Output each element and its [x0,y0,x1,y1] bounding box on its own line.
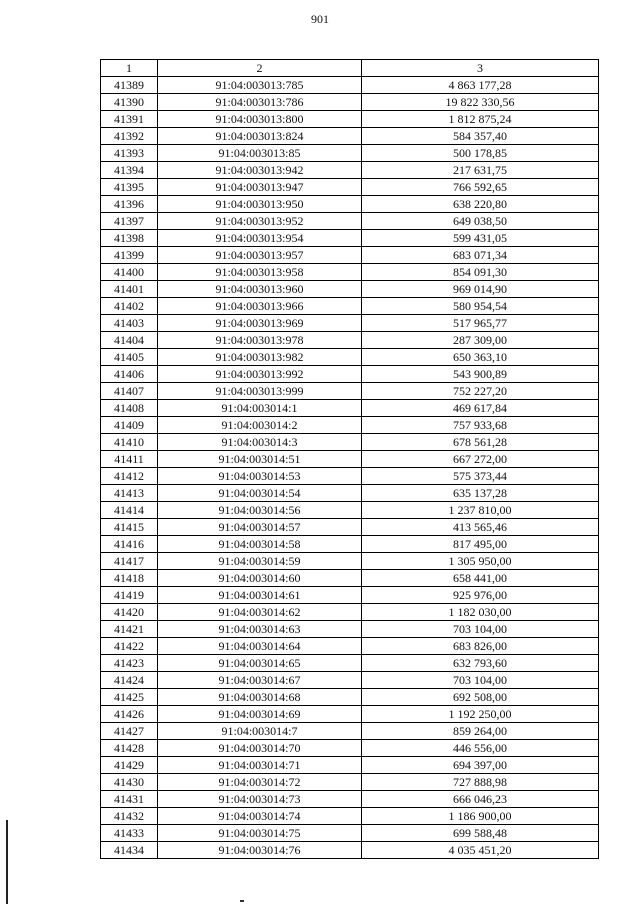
table-row [101,196,599,213]
cadastral-number-cell: 91:04:003014:73 [158,791,362,808]
table-row [101,315,599,332]
table-row [101,638,599,655]
cadastral-number-cell: 91:04:003014:51 [158,451,362,468]
table-row [101,570,599,587]
cadastral-value-cell: 1 237 810,00 [362,502,599,519]
table-row [101,417,599,434]
cadastral-number-cell: 91:04:003013:969 [158,315,362,332]
row-number-cell: 41392 [101,128,158,145]
cadastral-number-cell: 91:04:003013:824 [158,128,362,145]
row-number-cell: 41407 [101,383,158,400]
row-number-cell: 41417 [101,553,158,570]
table-row [101,230,599,247]
cadastral-number-cell: 91:04:003013:954 [158,230,362,247]
table-row [101,434,599,451]
row-number-cell: 41425 [101,689,158,706]
scan-mark [240,900,244,902]
row-number-cell: 41406 [101,366,158,383]
table-row [101,587,599,604]
cadastral-number-cell: 91:04:003013:85 [158,145,362,162]
table-row [101,145,599,162]
table-row [101,757,599,774]
table-row [101,842,599,859]
table-row [101,536,599,553]
table-row [101,247,599,264]
table-row [101,94,599,111]
cadastral-value-cell: 699 588,48 [362,825,599,842]
cadastral-value-cell: 757 933,68 [362,417,599,434]
row-number-cell: 41390 [101,94,158,111]
cadastral-number-cell: 91:04:003014:67 [158,672,362,689]
cadastral-value-cell: 1 186 900,00 [362,808,599,825]
cadastral-number-cell: 91:04:003014:1 [158,400,362,417]
table-row [101,706,599,723]
cadastral-value-cell: 925 976,00 [362,587,599,604]
table-row [101,162,599,179]
cadastral-value-cell: 678 561,28 [362,434,599,451]
cadastral-number-cell: 91:04:003014:57 [158,519,362,536]
cadastral-number-cell: 91:04:003013:999 [158,383,362,400]
cadastral-number-cell: 91:04:003014:53 [158,468,362,485]
cadastral-number-cell: 91:04:003014:59 [158,553,362,570]
cadastral-value-cell: 703 104,00 [362,672,599,689]
cadastral-value-cell: 500 178,85 [362,145,599,162]
row-number-cell: 41413 [101,485,158,502]
table-row [101,111,599,128]
row-number-cell: 41394 [101,162,158,179]
cadastral-number-cell: 91:04:003014:75 [158,825,362,842]
row-number-cell: 41401 [101,281,158,298]
cadastral-number-cell: 91:04:003014:68 [158,689,362,706]
row-number-cell: 41402 [101,298,158,315]
row-number-cell: 41397 [101,213,158,230]
cadastral-value-cell: 683 071,34 [362,247,599,264]
table-row [101,264,599,281]
row-number-cell: 41389 [101,77,158,94]
table-row [101,553,599,570]
page-number: 901 [311,12,329,26]
table-row [101,485,599,502]
cadastral-value-cell: 517 965,77 [362,315,599,332]
header-row [101,60,599,77]
row-number-cell: 41427 [101,723,158,740]
row-number-cell: 41414 [101,502,158,519]
row-number-cell: 41395 [101,179,158,196]
cadastral-number-cell: 91:04:003014:69 [158,706,362,723]
cadastral-number-cell: 91:04:003014:56 [158,502,362,519]
column-header-3: 3 [362,60,599,77]
row-number-cell: 41434 [101,842,158,859]
cadastral-value-cell: 469 617,84 [362,400,599,417]
cadastral-number-cell: 91:04:003013:966 [158,298,362,315]
table-row [101,672,599,689]
cadastral-number-cell: 91:04:003013:960 [158,281,362,298]
row-number-cell: 41409 [101,417,158,434]
row-number-cell: 41410 [101,434,158,451]
cadastral-value-cell: 635 137,28 [362,485,599,502]
row-number-cell: 41393 [101,145,158,162]
cadastral-number-cell: 91:04:003013:947 [158,179,362,196]
cadastral-value-cell: 667 272,00 [362,451,599,468]
table-row [101,349,599,366]
cadastral-number-cell: 91:04:003013:992 [158,366,362,383]
table-row [101,213,599,230]
table-row [101,366,599,383]
table-body [101,77,599,859]
cadastral-value-cell: 859 264,00 [362,723,599,740]
cadastral-value-cell: 1 812 875,24 [362,111,599,128]
table-row [101,774,599,791]
table-row [101,77,599,94]
row-number-cell: 41428 [101,740,158,757]
cadastral-value-cell: 1 305 950,00 [362,553,599,570]
row-number-cell: 41403 [101,315,158,332]
cadastral-number-cell: 91:04:003014:65 [158,655,362,672]
cadastral-number-cell: 91:04:003014:58 [158,536,362,553]
row-number-cell: 41420 [101,604,158,621]
row-number-cell: 41399 [101,247,158,264]
table-row [101,655,599,672]
cadastral-value-table [100,59,599,859]
cadastral-value-cell: 217 631,75 [362,162,599,179]
row-number-cell: 41396 [101,196,158,213]
row-number-cell: 41415 [101,519,158,536]
cadastral-value-cell: 854 091,30 [362,264,599,281]
cadastral-value-cell: 666 046,23 [362,791,599,808]
cadastral-number-cell: 91:04:003014:54 [158,485,362,502]
row-number-cell: 41405 [101,349,158,366]
cadastral-number-cell: 91:04:003013:800 [158,111,362,128]
cadastral-value-cell: 703 104,00 [362,621,599,638]
row-number-cell: 41429 [101,757,158,774]
cadastral-value-cell: 287 309,00 [362,332,599,349]
table-header [101,60,599,77]
row-number-cell: 41421 [101,621,158,638]
row-number-cell: 41430 [101,774,158,791]
cadastral-value-cell: 4 035 451,20 [362,842,599,859]
table-row [101,179,599,196]
cadastral-number-cell: 91:04:003014:2 [158,417,362,434]
cadastral-number-cell: 91:04:003014:62 [158,604,362,621]
row-number-cell: 41398 [101,230,158,247]
table-row [101,604,599,621]
cadastral-value-cell: 766 592,65 [362,179,599,196]
cadastral-value-cell: 632 793,60 [362,655,599,672]
row-number-cell: 41391 [101,111,158,128]
cadastral-value-cell: 575 373,44 [362,468,599,485]
row-number-cell: 41431 [101,791,158,808]
cadastral-value-cell: 727 888,98 [362,774,599,791]
cadastral-value-cell: 4 863 177,28 [362,77,599,94]
table-row [101,740,599,757]
row-number-cell: 41433 [101,825,158,842]
cadastral-value-cell: 694 397,00 [362,757,599,774]
cadastral-number-cell: 91:04:003013:785 [158,77,362,94]
cadastral-number-cell: 91:04:003014:74 [158,808,362,825]
cadastral-number-cell: 91:04:003014:3 [158,434,362,451]
table-row [101,723,599,740]
cadastral-number-cell: 91:04:003014:70 [158,740,362,757]
cadastral-number-cell: 91:04:003014:76 [158,842,362,859]
page-edge-line [6,820,8,904]
cadastral-number-cell: 91:04:003014:63 [158,621,362,638]
cadastral-number-cell: 91:04:003013:958 [158,264,362,281]
cadastral-number-cell: 91:04:003014:71 [158,757,362,774]
row-number-cell: 41422 [101,638,158,655]
table-row [101,808,599,825]
cadastral-number-cell: 91:04:003014:61 [158,587,362,604]
cadastral-number-cell: 91:04:003013:982 [158,349,362,366]
cadastral-value-cell: 1 182 030,00 [362,604,599,621]
cadastral-number-cell: 91:04:003014:72 [158,774,362,791]
cadastral-number-cell: 91:04:003014:60 [158,570,362,587]
cadastral-value-cell: 19 822 330,56 [362,94,599,111]
cadastral-value-cell: 692 508,00 [362,689,599,706]
cadastral-value-cell: 752 227,20 [362,383,599,400]
table-row [101,400,599,417]
table-row [101,825,599,842]
column-header-2: 2 [158,60,362,77]
cadastral-value-cell: 599 431,05 [362,230,599,247]
row-number-cell: 41416 [101,536,158,553]
row-number-cell: 41432 [101,808,158,825]
cadastral-number-cell: 91:04:003013:786 [158,94,362,111]
table-row [101,332,599,349]
cadastral-value-cell: 446 556,00 [362,740,599,757]
cadastral-value-cell: 1 192 250,00 [362,706,599,723]
cadastral-value-cell: 817 495,00 [362,536,599,553]
table-row [101,502,599,519]
row-number-cell: 41411 [101,451,158,468]
cadastral-value-cell: 584 357,40 [362,128,599,145]
row-number-cell: 41418 [101,570,158,587]
row-number-cell: 41404 [101,332,158,349]
cadastral-value-cell: 683 826,00 [362,638,599,655]
cadastral-number-cell: 91:04:003014:7 [158,723,362,740]
cadastral-value-cell: 649 038,50 [362,213,599,230]
row-number-cell: 41426 [101,706,158,723]
row-number-cell: 41419 [101,587,158,604]
table-row [101,281,599,298]
row-number-cell: 41423 [101,655,158,672]
cadastral-number-cell: 91:04:003013:978 [158,332,362,349]
cadastral-number-cell: 91:04:003014:64 [158,638,362,655]
cadastral-value-cell: 413 565,46 [362,519,599,536]
row-number-cell: 41408 [101,400,158,417]
cadastral-number-cell: 91:04:003013:942 [158,162,362,179]
cadastral-value-cell: 580 954,54 [362,298,599,315]
cadastral-value-cell: 969 014,90 [362,281,599,298]
table-row [101,451,599,468]
table-row [101,128,599,145]
table-row [101,791,599,808]
cadastral-number-cell: 91:04:003013:952 [158,213,362,230]
cadastral-number-cell: 91:04:003013:950 [158,196,362,213]
row-number-cell: 41400 [101,264,158,281]
cadastral-value-cell: 638 220,80 [362,196,599,213]
cadastral-value-cell: 543 900,89 [362,366,599,383]
column-header-1: 1 [101,60,158,77]
row-number-cell: 41412 [101,468,158,485]
table-row [101,689,599,706]
cadastral-value-cell: 650 363,10 [362,349,599,366]
table-row [101,468,599,485]
cadastral-value-cell: 658 441,00 [362,570,599,587]
table-row [101,519,599,536]
table-row [101,298,599,315]
table-row [101,383,599,400]
row-number-cell: 41424 [101,672,158,689]
table-row [101,621,599,638]
cadastral-number-cell: 91:04:003013:957 [158,247,362,264]
